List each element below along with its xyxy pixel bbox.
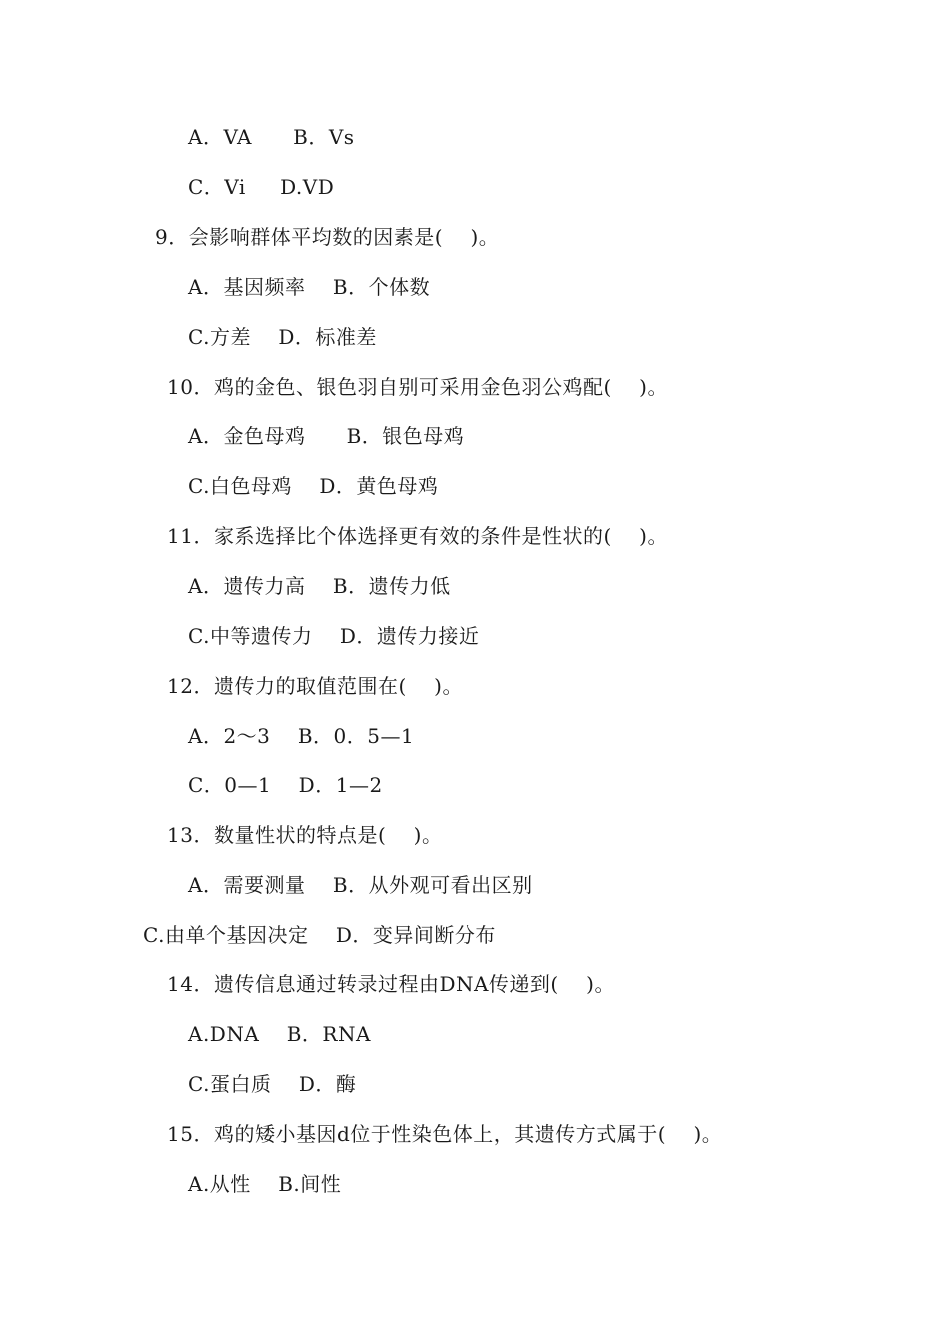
q9-options-cd: C.方差 D．标准差: [188, 325, 377, 349]
q11-options-ab: A．遗传力高 B．遗传力低: [188, 574, 451, 598]
q10-options-cd: C.白色母鸡 D．黄色母鸡: [188, 474, 439, 498]
q11-options-cd: C.中等遗传力 D．遗传力接近: [188, 624, 480, 648]
question-14: 14．遗传信息通过转录过程由DNA传递到( )。: [167, 972, 615, 996]
q12-options-ab: A．2～3 B．0．5—1: [188, 724, 415, 748]
question-10: 10．鸡的金色、银色羽自别可采用金色羽公鸡配( )。: [167, 375, 668, 399]
q9-options-ab: A．基因频率 B．个体数: [188, 275, 431, 299]
question-13: 13．数量性状的特点是( )。: [167, 823, 443, 847]
q15-options-ab: A.从性 B.间性: [188, 1172, 342, 1196]
question-15: 15．鸡的矮小基因d位于性染色体上，其遗传方式属于( )。: [167, 1122, 723, 1146]
q14-options-ab: A.DNA B．RNA: [188, 1022, 371, 1046]
question-11: 11．家系选择比个体选择更有效的条件是性状的( )。: [167, 524, 668, 548]
q8-options-ab: A．VA B．Vs: [188, 125, 355, 149]
q14-options-cd: C.蛋白质 D．酶: [188, 1072, 357, 1096]
q12-options-cd: C．0—1 D．1—2: [188, 773, 383, 797]
q8-options-cd: C．Vi D.VD: [188, 175, 335, 199]
q13-options-cd: C.由单个基因决定 D．变异间断分布: [143, 923, 496, 947]
question-9: 9．会影响群体平均数的因素是( )。: [155, 225, 500, 249]
q10-options-ab: A．金色母鸡 B．银色母鸡: [188, 424, 465, 448]
question-12: 12．遗传力的取值范围在( )。: [167, 674, 463, 698]
q13-options-ab: A．需要测量 B．从外观可看出区别: [188, 873, 533, 897]
